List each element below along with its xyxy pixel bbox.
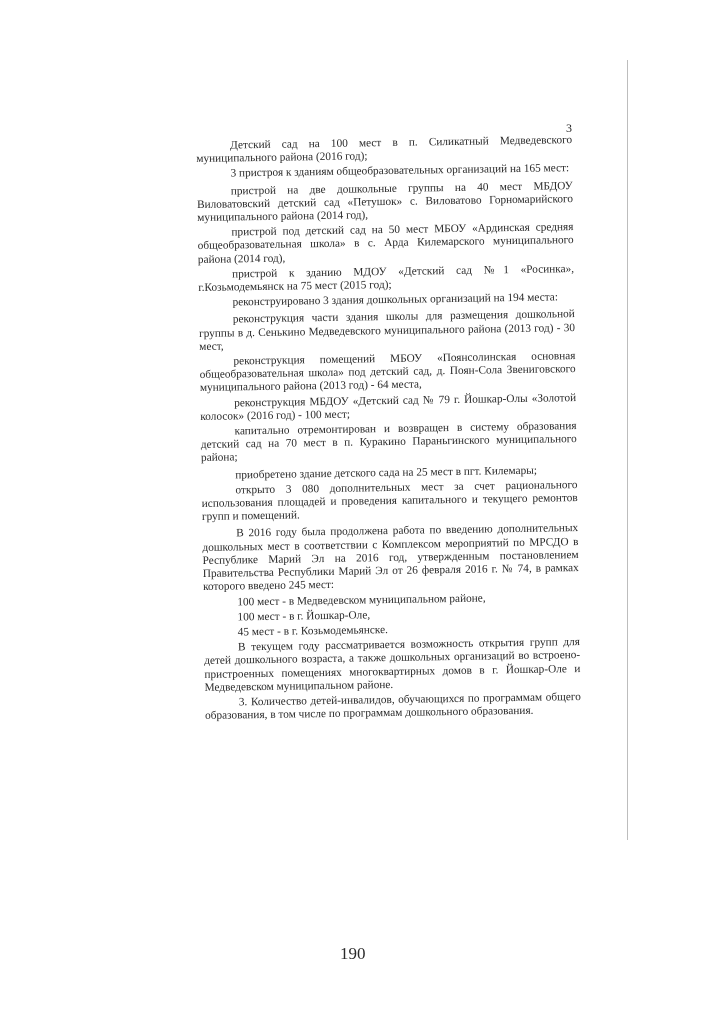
paragraph: реконструкция части здания школы для размещения дошкольной группы в д. Сенькино Медведевского муниципального района (2013 год) - 30 мест, (198, 308, 576, 353)
paragraph: 3. Количество детей-инвалидов, обучающихся по программам общего образования, в том числе по программам дошкольного образования. (204, 690, 581, 723)
paragraph: пристрой под детский сад на 50 мест МБОУ «Ардинская средняя общеобразовательная школа» в с. Арда Килемарского муниципального района (2014 год), (197, 221, 574, 266)
paragraph: реконструировано 3 здания дошкольных организаций на 194 места: (232, 291, 559, 309)
paragraph: 3 пристроя к зданиям общеобразовательных организаций на 165 мест: (230, 162, 570, 180)
paragraph: В 2016 году была продолжена работа по введению дополнительных дошкольных мест в соответствии с Комплексом мероприятий по МРСДО в Республике Марий Эл на 2016 год, утвержденным постановлением Правительства Республики Марий Эл от 26 февраля 2016 г. № 74, в рамках которого введено 245 мест: (202, 522, 579, 594)
page-number: 190 (340, 944, 366, 963)
paragraph: Детский сад на 100 мест в п. Силикатный Медведевского муниципального района (2016 год); (196, 134, 573, 166)
paragraph: реконструкция МБДОУ «Детский сад № 79 г. Йошкар-Олы «Золотой колосок» (2016 год) - 100 мест; (200, 391, 577, 423)
paragraph: пристрой к зданию МДОУ «Детский сад №1 «Росинка», г.Козьмодемьянск на 75 мест (2015 год); (198, 262, 575, 295)
paragraph: приобретено здание детского сада на 25 мест в пгт. Килемары; (235, 464, 538, 482)
list-item: 45 мест - в г. Козьмодемьянске. (237, 623, 388, 639)
paragraph: реконструкция помещений МБОУ «Поянсолинская основная общеобразовательная школа» под детский сад, д. Поян-Сола Звениговского муниципального района (2013 год) - 64 места, (199, 350, 576, 395)
page-corner-number: 3 (566, 121, 572, 135)
document-body (196, 134, 581, 725)
paragraph: В текущем году рассматривается возможность открытия групп для детей дошкольного возраста, а также дошкольных организаций во встроено-пристроенных помещениях многоквартирных домов в г. Йошкар-Оле и Медведевском муниципальном районе. (204, 636, 581, 694)
paragraph: открыто 3 080 дополнительных мест за счет рационального использования площадей и проведения капитального и текущего ремонтов групп и помещений. (201, 478, 578, 524)
paragraph: капитально отремонтирован и возвращен в систему образования детский сад на 70 мест в п. Куракино Параньгинского муниципального района; (200, 420, 577, 465)
page-edge-line (627, 60, 628, 840)
list-item: 100 мест - в Медведевском муниципальном районе, (237, 592, 486, 608)
list-item: 100 мест - в г. Йошкар-Оле, (237, 609, 371, 624)
paragraph: пристрой на две дошкольные группы на 40 мест МБДОУ Виловатовский детский сад «Петушок» с. Виловатово Горномарийского муниципального района (2014 год), (196, 179, 574, 225)
